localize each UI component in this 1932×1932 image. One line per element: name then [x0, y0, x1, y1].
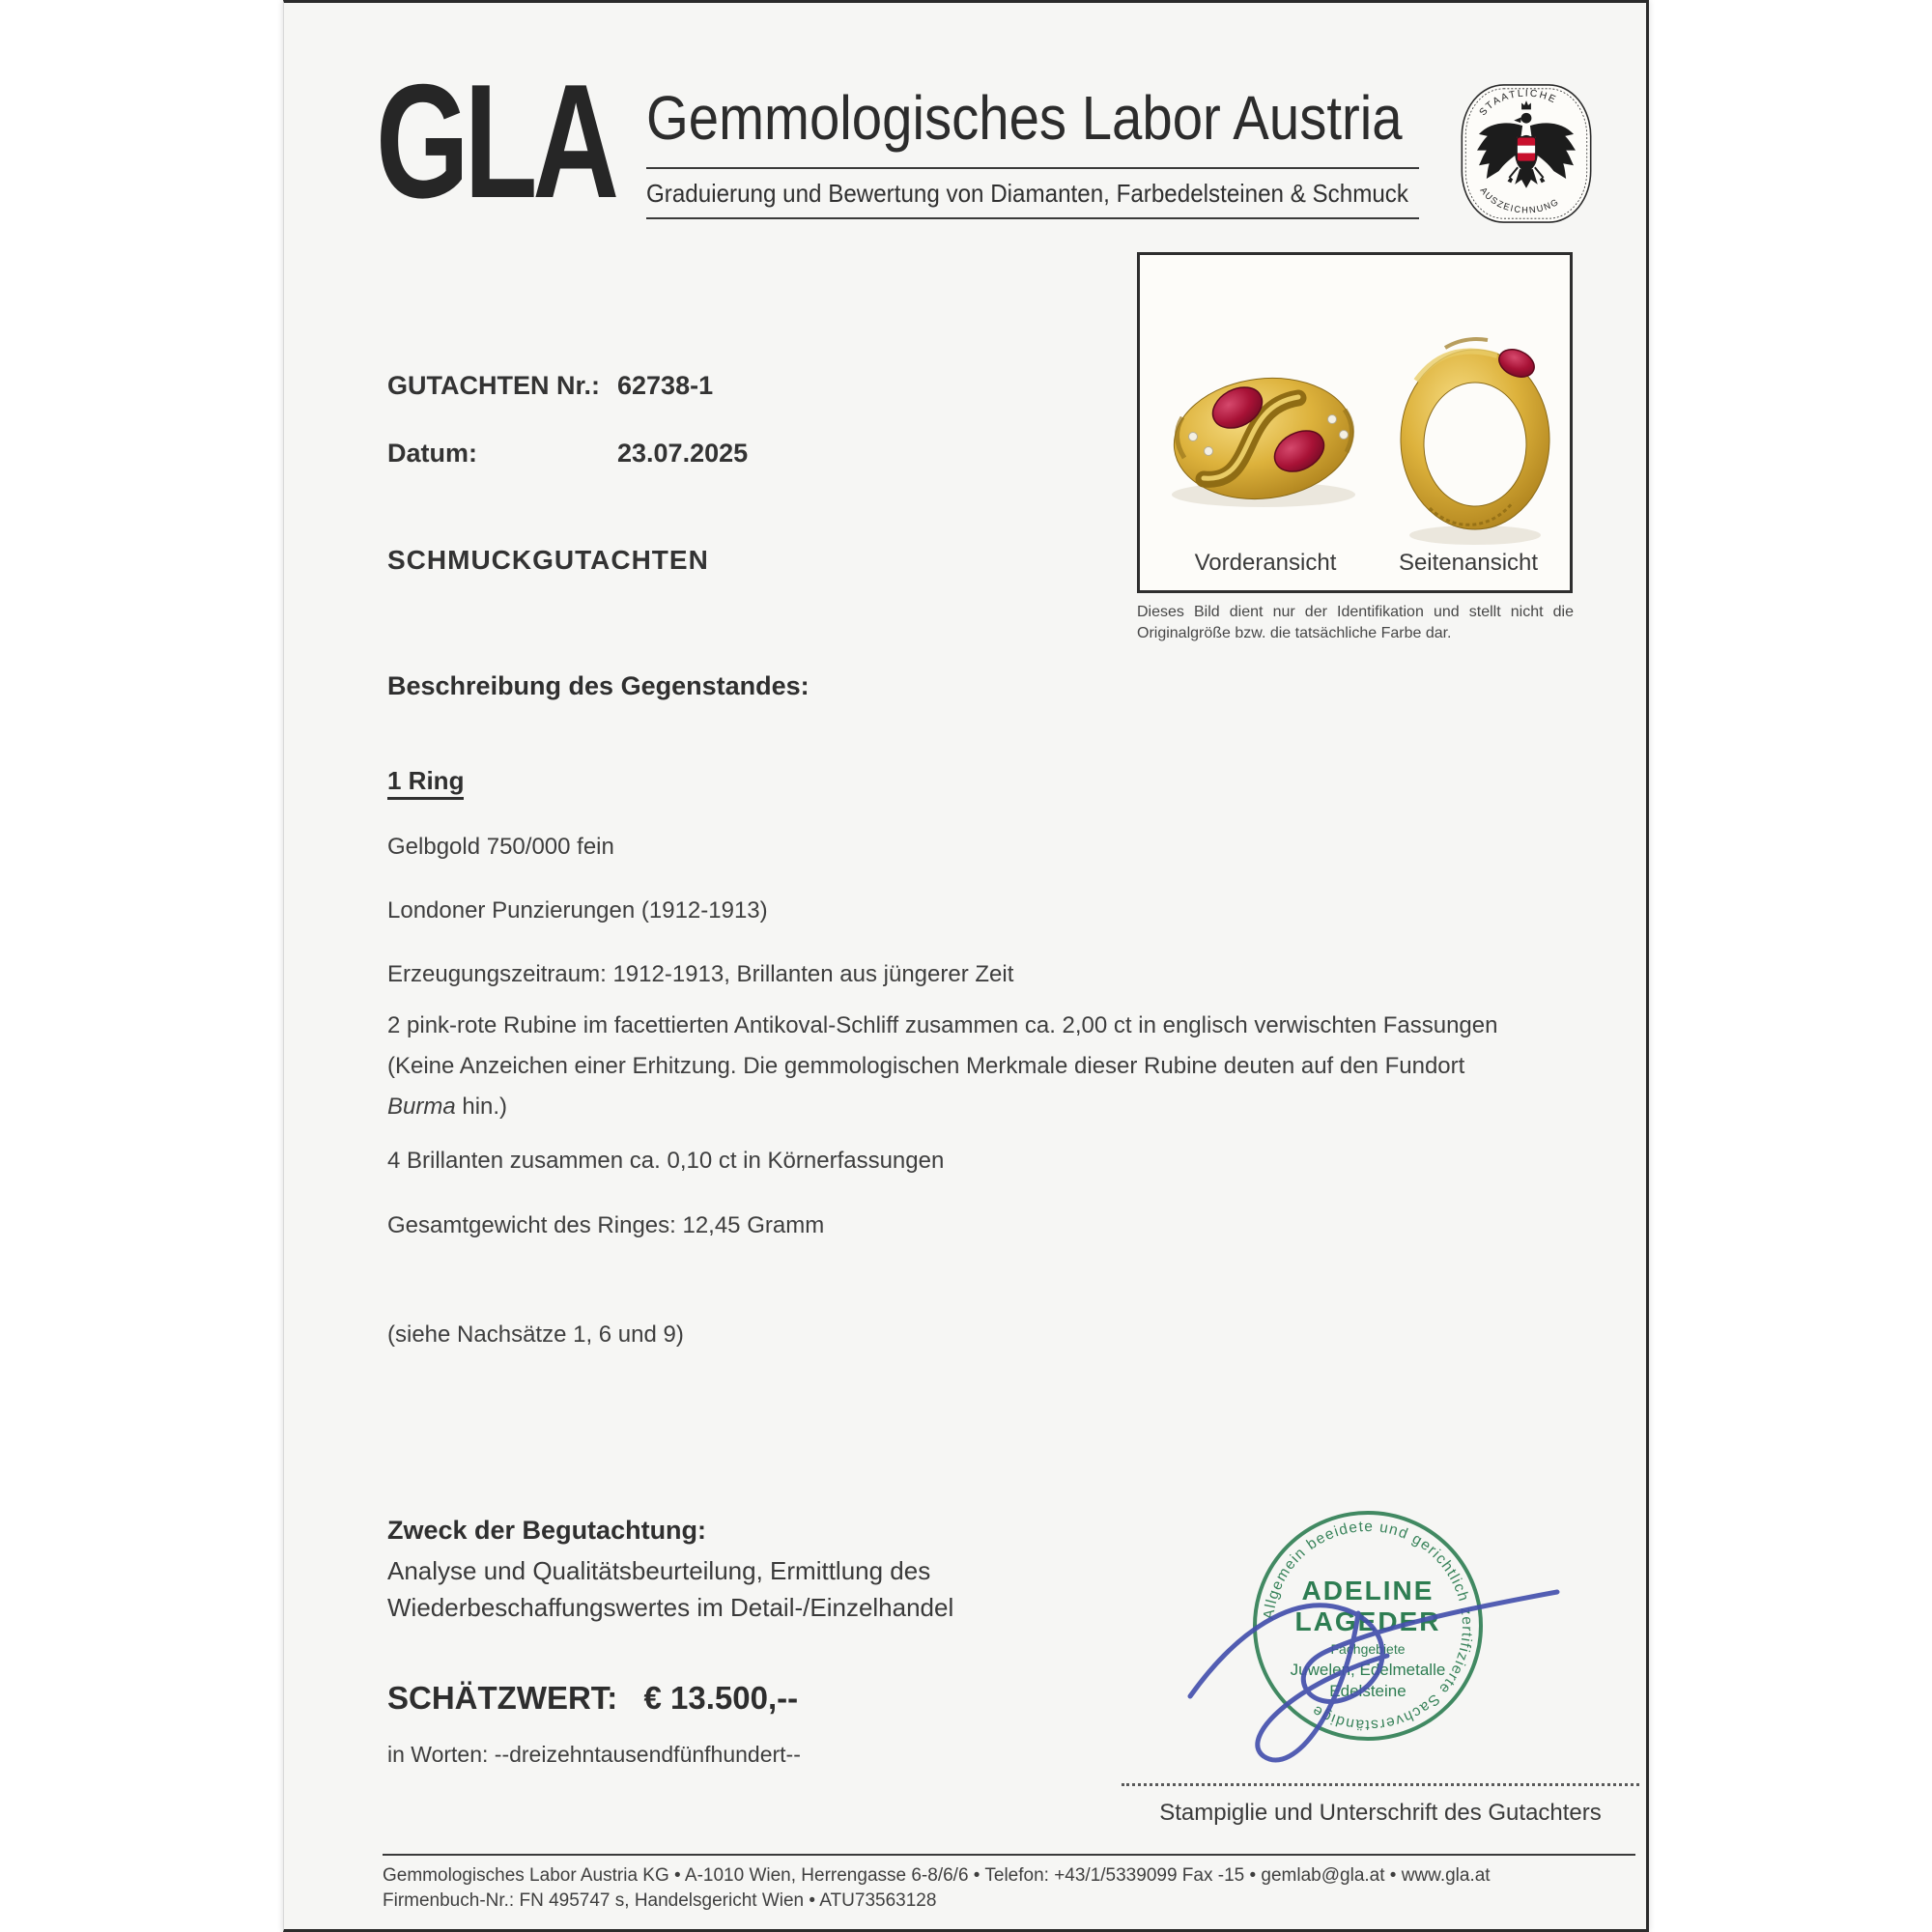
lab-subtitle: Graduierung und Bewertung von Diamanten, Farbedelsteinen & Schmuck: [646, 179, 1409, 208]
expert-stamp-and-signature: [1115, 1466, 1649, 1785]
date-label: Datum:: [387, 439, 477, 468]
brilliants-line: 4 Brillanten zusammen ca. 0,10 ct in Körnerfassungen: [387, 1148, 945, 1174]
description-line: Gelbgold 750/000 fein: [387, 834, 614, 860]
footer-registry: Firmenbuch-Nr.: FN 495747 s, Handelsgericht Wien • ATU73563128: [383, 1890, 937, 1911]
stamp-caption: Stampiglie und Unterschrift des Gutachters: [1159, 1800, 1602, 1826]
description-line: Erzeugungszeitraum: 1912-1913, Brillanten aus jüngerer Zeit: [387, 961, 1014, 987]
ring-photos: [1140, 255, 1570, 590]
report-number-row: [387, 371, 714, 401]
estimated-value-row: [387, 1680, 798, 1717]
signature-dotted-line: [1122, 1783, 1639, 1786]
gla-logo: GLA: [376, 50, 614, 232]
footer-contact: Gemmologisches Labor Austria KG • A-1010 Wien, Herrengasse 6-8/6/6 • Telefon: +43/1/5339099 Fax -15 • gemlab@gla.at • www.gla.at: [383, 1865, 1491, 1886]
document-type: SCHMUCKGUTACHTEN: [387, 545, 709, 575]
austria-flag-shield: [1517, 137, 1536, 161]
appendix-note: (siehe Nachsätze 1, 6 und 9): [387, 1321, 684, 1348]
value-in-words: in Worten: --dreizehntausendfünfhundert--: [387, 1742, 801, 1767]
ruby-paragraph: [387, 1006, 1518, 1127]
caption-front-view: Vorderansicht: [1194, 550, 1337, 576]
date-value: 23.07.2025: [617, 439, 749, 468]
ring-side-view: [1401, 339, 1549, 545]
footer-divider: [383, 1854, 1635, 1856]
header-divider-top: [646, 167, 1419, 169]
header-divider-bottom: [646, 217, 1419, 219]
estimated-value-amount: € 13.500,--: [643, 1680, 799, 1716]
report-number-value: 62738-1: [617, 371, 714, 400]
ruby-paragraph-end: hin.): [455, 1094, 508, 1120]
lab-title: Gemmologisches Labor Austria: [646, 83, 1403, 153]
austrian-eagle-emblem: [1455, 80, 1598, 227]
estimated-value-label: SCHÄTZWERT:: [387, 1680, 618, 1716]
ruby-origin-italic: Burma: [387, 1094, 456, 1120]
purpose-heading: Zweck der Begutachtung:: [387, 1516, 707, 1545]
stamp-ring-text: Allgemein beeidete und gerichtlich zertifizierte Sachverständige: [1261, 1518, 1476, 1734]
purpose-line1: Analyse und Qualitätsbeurteilung, Ermittlung des: [387, 1556, 931, 1585]
emblem-text-bottom: AUSZEICHNUNG: [1478, 185, 1561, 215]
stamp-subjects-line1: Juwelen, Edelmetalle: [1290, 1661, 1446, 1679]
photo-disclaimer: Dieses Bild dient nur der Identifikation und stellt nicht die Originalgröße bzw. die tatsächliche Farbe dar.: [1137, 604, 1574, 641]
emblem-text-top: STAATLICHE: [1477, 88, 1559, 119]
description-line: Londoner Punzierungen (1912-1913): [387, 897, 768, 923]
stamp-name-line1: ADELINE: [1301, 1576, 1435, 1605]
stamp-name-line2: LAGEDER: [1294, 1606, 1441, 1636]
item-title: 1 Ring: [387, 766, 464, 800]
stamp-subject-label: Fachgebiete: [1330, 1641, 1406, 1657]
date-row: [387, 439, 749, 469]
stamp-subjects-line2: Edelsteine: [1329, 1682, 1406, 1700]
ring-front-view: [1167, 368, 1360, 509]
report-number-label: GUTACHTEN Nr.:: [387, 371, 600, 400]
caption-side-view: Seitenansicht: [1398, 550, 1539, 576]
ruby-paragraph-text: 2 pink-rote Rubine im facettierten Antikoval-Schliff zusammen ca. 2,00 ct in englisch verwischten Fassungen (Keine Anzeichen einer Erhitzung. Die gemmologischen Merkmale dieser Rubine deuten auf den Fundort: [387, 1012, 1498, 1079]
weight-line: Gesamtgewicht des Ringes: 12,45 Gramm: [387, 1212, 825, 1238]
description-heading: Beschreibung des Gegenstandes:: [387, 671, 810, 700]
purpose-line2: Wiederbeschaffungswertes im Detail-/Einzelhandel: [387, 1593, 954, 1622]
jewelry-photo-box: [1137, 252, 1573, 593]
certificate-page: [283, 0, 1649, 1932]
